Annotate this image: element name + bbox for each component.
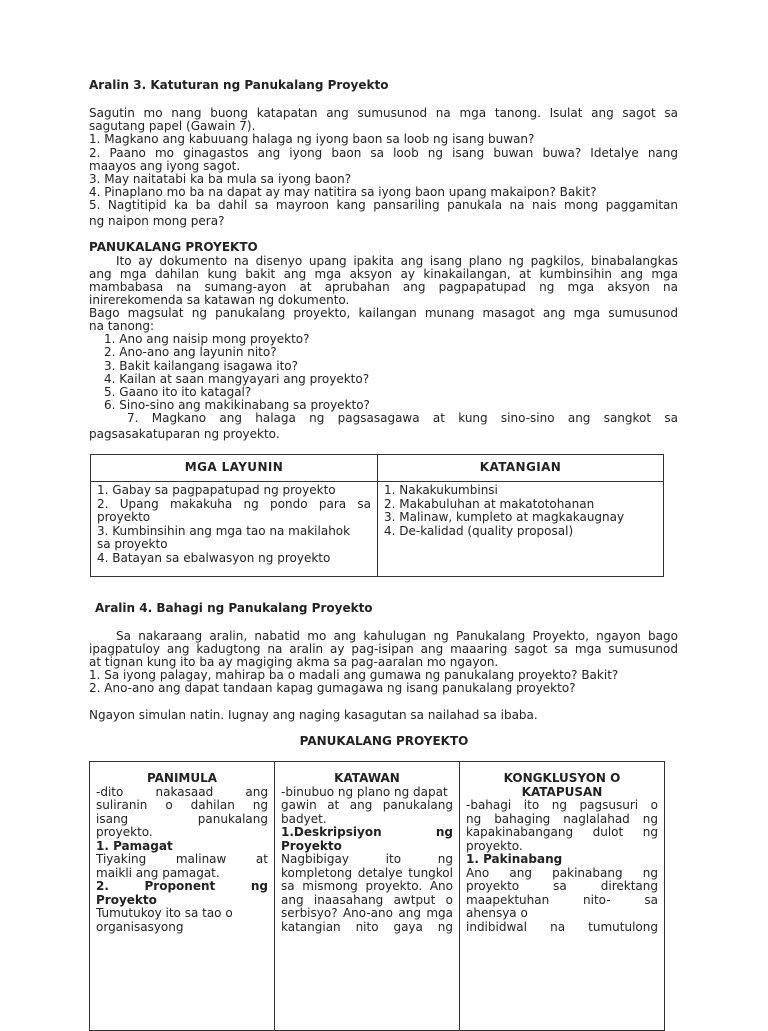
pakinabang-subheading: 1. Pakinabang — [466, 852, 563, 866]
konklusyon-line: maapektuhan nito- sa — [466, 892, 658, 907]
katangian-line: 3. Malinaw, kumpleto at magkakaugnay — [384, 510, 625, 524]
konklusyon-line: indibidwal na tumutulong — [466, 919, 658, 934]
aralin4-paragraph-line: 1. Sa iyong palagay, mahirap ba o madali ang gumawa ng panukalang proyekto? Bakit? — [89, 668, 619, 682]
panukalang-list-item: 2. Ano-ano ang layunin nito? — [104, 345, 277, 359]
panimula-heading: PANIMULA — [146, 771, 218, 785]
katawan-line: katangian nito gaya ng — [281, 919, 453, 934]
panukalang-list-item: pagsasakatuparan ng proyekto. — [89, 427, 280, 441]
aralin4-ngayon-line: Ngayon simulan natin. Iugnay ang naging kasagutan sa nailahad sa ibaba. — [89, 708, 538, 722]
panimula-line: isang panukalang — [96, 811, 268, 826]
aralin3-question: 4. Pinaplano mo ba na dapat ay may natitira sa iyong baon upang makaipon? Bakit? — [89, 185, 597, 199]
layunin-line: 4. Batayan sa ebalwasyon ng proyekto — [97, 550, 331, 565]
panimula-line: Tiyaking malinaw at — [96, 852, 268, 866]
konklusyon-line: -bahagi ito ng pagsusuri o — [466, 798, 658, 812]
konklusyon-line: kapakinabangang dulot ng — [466, 825, 658, 839]
konklusyon-heading: KATAPUSAN — [521, 784, 603, 799]
konklusyon-line: ng bahaging naglalahad ng — [466, 811, 658, 826]
katangian-line: 2. Makabuluhan at makatotohanan — [384, 496, 595, 511]
katangian-line: 1. Nakakukumbinsi — [384, 483, 498, 497]
aralin4-paragraph-line: ipagpatuloy ang kadugtong na aralin ay pag-isipan ang maaaring sagot sa mga sumusunod — [89, 642, 678, 656]
proponent-subheading: 2. Proponent ng — [96, 879, 268, 893]
layunin-line: 3. Kumbinsihin ang mga tao na makilahok — [97, 523, 351, 538]
panukalang-list-item: 1. Ano ang naisip mong proyekto? — [104, 332, 310, 346]
katawan-line: -binubuo ng plano ng dapat — [281, 784, 448, 799]
katawan-line: kompletong detalye tungkol — [281, 865, 453, 880]
katawan-heading: KATAWAN — [334, 771, 400, 785]
panukalang-list-item: 5. Gaano ito ito katagal? — [104, 385, 252, 399]
panukalang-list-item: 7. Magkano ang halaga ng pagsasagawa at kung sino-sino ang sangkot sa — [127, 411, 678, 425]
layunin-line: 2. Upang makakuha ng pondo para sa — [97, 496, 371, 511]
table-header-katangian: KATANGIAN — [378, 455, 664, 482]
konklusyon-heading: KONGKLUSYON O — [503, 771, 621, 785]
konklusyon-line: Ano ang pakinabang ng — [466, 865, 658, 880]
layunin-cell — [91, 482, 378, 577]
panukalang-paragraph-line: na tanong: — [89, 319, 155, 333]
panukalang-paragraph-line: ang mga dahilan kung bakit ang mga aksyon ay kinakailangan, at kumbinsihin ang mga — [89, 267, 678, 281]
katawan-line: sa mismong proyekto. Ano — [281, 879, 453, 893]
aralin3-question: maayos ang iyong sagot. — [89, 159, 241, 173]
deskripsiyon-subheading: Proyekto — [281, 838, 342, 853]
aralin3-title: Aralin 3. Katuturan ng Panukalang Proyekto — [89, 78, 389, 92]
panimula-line: -dito nakasaad ang — [96, 784, 268, 799]
layunin-line: sa proyekto — [97, 537, 168, 551]
katawan-line: Nagbibigay ito ng — [281, 852, 453, 866]
panukalang-paragraph-line: inirerekomenda sa katawan ng dokumento. — [89, 293, 350, 307]
panimula-cell — [90, 762, 275, 1031]
layunin-line: 1. Gabay sa pagpapatupad ng proyekto — [97, 483, 336, 497]
panimula-line: Tumutukoy ito sa tao o — [96, 906, 233, 920]
panimula-line: proyekto. — [96, 825, 153, 839]
panimula-line: suliranin o dahilan ng — [96, 798, 268, 812]
aralin4-title: Aralin 4. Bahagi ng Panukalang Proyekto — [95, 601, 373, 615]
katawan-line: ang inaasahang awtput o — [281, 892, 453, 907]
pamagat-subheading: 1. Pamagat — [96, 838, 173, 853]
aralin3-intro-line: Sagutin mo nang buong katapatan ang sumusunod na mga tanong. Isulat ang sagot sa — [89, 106, 678, 120]
aralin3-question: ng naipon mong pera? — [89, 214, 225, 228]
layunin-line: proyekto — [97, 510, 151, 524]
konklusyon-line: proyekto sa direktang — [466, 879, 658, 893]
panukalang-paragraph-line: Bago magsulat ng panukalang proyekto, kailangan munang masagot ang mga sumusunod — [89, 306, 678, 320]
panimula-line: maikli ang pamagat. — [96, 865, 220, 880]
aralin4-paragraph-line: at tignan kung ito ba ay magiging akma sa pag-aaralan mo ngayon. — [89, 655, 499, 669]
aralin4-paragraph-line: Sa nakaraang aralin, nabatid mo ang kahulugan ng Panukalang Proyekto, ngayon bago — [116, 629, 678, 643]
katangian-line: 4. De-kalidad (quality proposal) — [384, 523, 574, 538]
panukalang-list-item: 4. Kailan at saan mangyayari ang proyekto? — [104, 372, 370, 386]
aralin3-question: 1. Magkano ang kabuuang halaga ng iyong baon sa loob ng isang buwan? — [89, 132, 535, 146]
layunin-katangian-table — [90, 454, 664, 577]
table-header-layunin: MGA LAYUNIN — [91, 455, 378, 482]
panukalang-heading: PANUKALANG PROYEKTO — [89, 240, 258, 254]
panukalang-paragraph-line: Ito ay dokumento na disenyo upang ipakita ang isang plano ng pagkilos, binabalangkas — [116, 254, 678, 268]
aralin4-paragraph-line: 2. Ano-ano ang dapat tandaan kapag gumagawa ng isang panukalang proyekto? — [89, 681, 576, 695]
panimula-line: organisasyong — [96, 919, 184, 934]
katawan-line: badyet. — [281, 811, 327, 826]
bahagi-table — [89, 761, 665, 1031]
katangian-cell — [378, 482, 664, 577]
table2-title: PANUKALANG PROYEKTO — [299, 734, 469, 748]
aralin3-question: 3. May naitatabi ka ba mula sa iyong baon? — [89, 172, 352, 186]
panukalang-list-item: 3. Bakit kailangang isagawa ito? — [104, 359, 299, 373]
konklusyon-line: proyekto. — [466, 838, 523, 853]
panukalang-paragraph-line: mambabasa na sumang-ayon at aprubahan ang pagpapatupad ng mga aksyon na — [89, 280, 678, 294]
aralin3-question: 2. Paano mo ginagastos ang iyong baon sa loob ng isang buwan buwa? Idetalye nang — [89, 146, 678, 160]
proponent-subheading: Proyekto — [96, 892, 157, 907]
aralin3-question: 5. Nagtitipid ka ba dahil sa mayroon kang pansariling panukala na nais mong paggamitan — [89, 198, 678, 212]
deskripsiyon-subheading: 1.Deskripsiyon ng — [281, 825, 453, 839]
aralin3-intro-line: sagutang papel (Gawain 7). — [89, 119, 256, 133]
katawan-cell — [275, 762, 460, 1031]
katawan-line: serbisyo? Ano-ano ang mga — [281, 906, 453, 920]
katawan-line: gawin at ang panukalang — [281, 798, 453, 812]
konklusyon-cell — [460, 762, 665, 1031]
konklusyon-line: ahensya o — [466, 906, 528, 920]
panukalang-list-item: 6. Sino-sino ang makikinabang sa proyekto? — [104, 398, 370, 412]
